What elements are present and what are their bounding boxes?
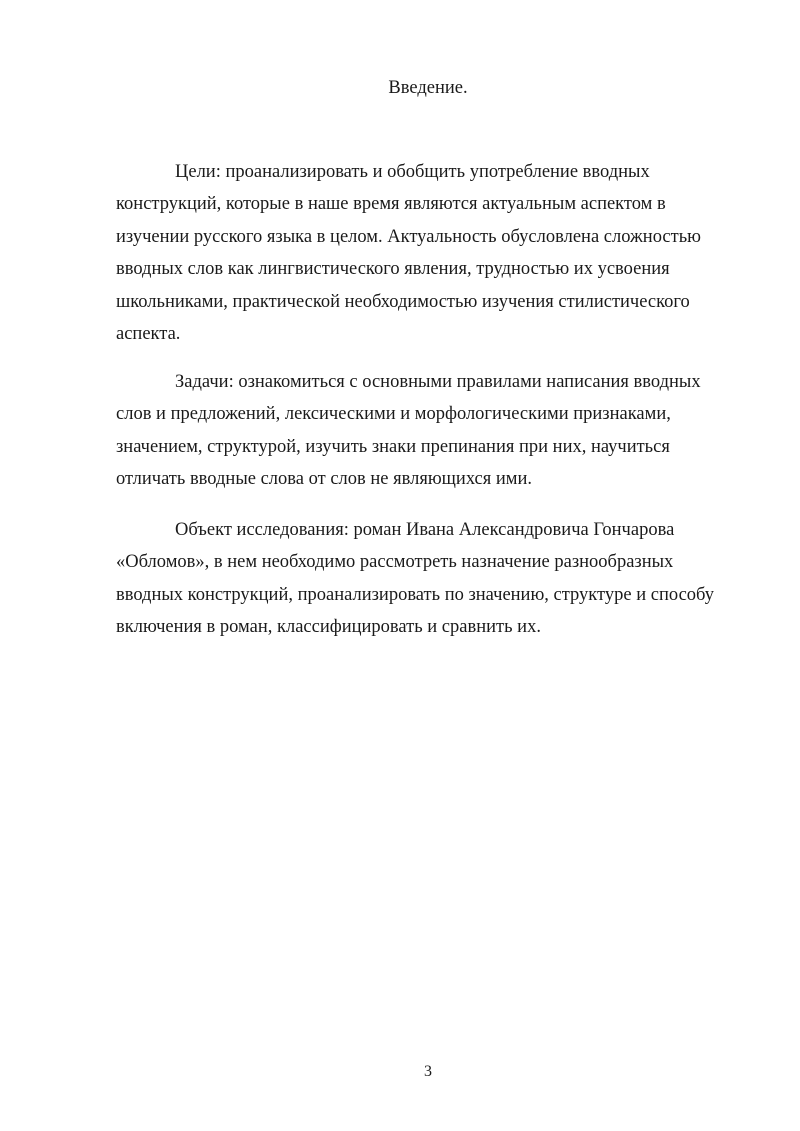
- paragraph-line: вводных конструкций, проанализировать по значению, структуре и способу: [116, 584, 714, 605]
- paragraph-line: значением, структурой, изучить знаки препинания при них, научиться: [116, 436, 670, 457]
- paragraph-line: изучении русского языка в целом. Актуальность обусловлена сложностью: [116, 226, 701, 247]
- paragraph-tasks: [116, 366, 716, 496]
- paragraph-line: аспекта.: [116, 324, 181, 345]
- paragraph-line: отличать вводные слова от слов не являющихся ими.: [116, 469, 533, 490]
- paragraph-goals: [116, 156, 716, 350]
- paragraph-line: «Обломов», в нем необходимо рассмотреть назначение разнообразных: [116, 552, 674, 573]
- page-number: 3: [424, 1063, 432, 1080]
- paragraph-line: включения в роман, классифицировать и сравнить их.: [116, 617, 541, 638]
- paragraph-line: вводных слов как лингвистического явления, трудностью их усвоения: [116, 259, 670, 280]
- page-title: Введение.: [388, 78, 468, 98]
- paragraph-object: [116, 514, 716, 644]
- paragraph-line: слов и предложений, лексическими и морфологическими признаками,: [116, 404, 671, 425]
- paragraph-line: конструкций, которые в наше время являются актуальным аспектом в: [116, 194, 666, 215]
- paragraph-line: Цели: проанализировать и обобщить употребление вводных: [175, 162, 650, 182]
- paragraph-line: Задачи: ознакомиться с основными правилами написания вводных: [175, 372, 701, 392]
- paragraph-line: Объект исследования: роман Ивана Александровича Гончарова: [175, 520, 675, 540]
- paragraph-line: школьниками, практической необходимостью изучения стилистического: [116, 291, 690, 312]
